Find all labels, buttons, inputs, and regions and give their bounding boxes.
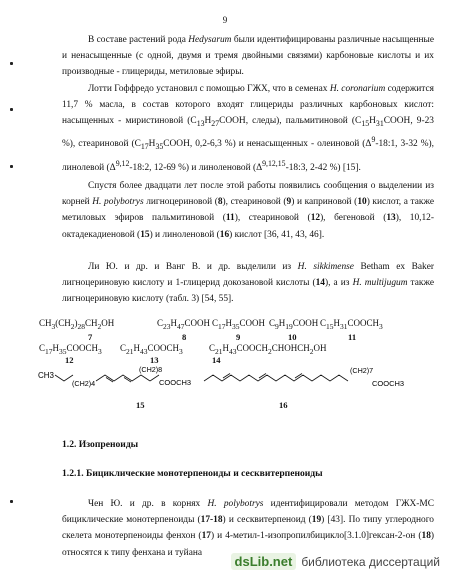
compound-number-16: 16 bbox=[279, 400, 288, 410]
margin-mark bbox=[10, 165, 13, 168]
structure-15-chain-1: (CH2)4 bbox=[72, 379, 96, 388]
structure-15-methyl: CH3 bbox=[38, 371, 55, 380]
formula-14: $C_{21}H_{43}COOCH_2CHOHCH_2OH$ bbox=[209, 343, 327, 356]
formula-12: $C_{17}H_{35}COOCH_3$ bbox=[39, 343, 102, 356]
formula-13: $C_{21}H_{43}COOCH_3$ bbox=[120, 343, 183, 356]
margin-mark bbox=[10, 62, 13, 65]
formula-11: $C_{15}H_{31}COOCH_3$ bbox=[320, 318, 383, 331]
structure-16-chain: (CH2)7 bbox=[350, 366, 374, 375]
watermark-logo: dsLib.net bbox=[231, 553, 297, 570]
watermark-text: библиотека диссертаций bbox=[301, 554, 440, 569]
compound-number-10: 10 bbox=[288, 332, 297, 342]
compound-number-14: 14 bbox=[212, 355, 221, 365]
compound-number-11: 11 bbox=[348, 332, 357, 342]
formula-9: $C_{17}H_{35}COOH$ bbox=[212, 318, 266, 331]
page-number: 9 bbox=[222, 15, 228, 25]
compound-number-7: 7 bbox=[88, 332, 93, 342]
formula-7: $CH_3(CH_2)_{28}CH_2OH$ bbox=[39, 318, 115, 331]
compound-number-15: 15 bbox=[136, 400, 145, 410]
paragraph-4: Ли Ю. и др. и Ванг В. и др. выделили из H. sikkimense Betham ex Baker лигноцериновую кислоту и 1-глицерид докозановой кислоты (14), а из H. multijugum также лигноцериновую кислоту (табл. 3) [54, 55]. bbox=[62, 262, 434, 305]
paragraph-5: Чен Ю. и др. в корнях H. polybotrys идентифицировали методом ГЖХ-МС бициклические монотерпеноиды (17-18) и сесквитерпеноид (19) [43]. По типу углеродного скелета монотерпеноиды фенхон (17) и 4-метил-1-изопропилбицикло[3.1.0]гексан-2-он (18) относятся к типу фенхана и туйана bbox=[62, 499, 434, 558]
structure-15 bbox=[36, 363, 196, 399]
watermark bbox=[231, 553, 440, 570]
paragraph-1: В составе растений рода Hedysarum были идентифицированы различные насыщенные и ненасыщенные (с одной, двумя и тремя двойными связями) карбоновые кислоты и их производные - глицериды, метиловые эфиры. bbox=[62, 35, 434, 78]
margin-mark bbox=[10, 500, 13, 503]
compound-number-8: 8 bbox=[182, 332, 187, 342]
paragraph-2: Лотти Гоффредо установил с помощью ГЖХ, что в семенах H. coronarium содержится 11,7 % масла, в состав которого входят глицериды различных карбоновых кислот: насыщенных - миристиновой ($C_{13}H_{27}COOH$, следы), пальмитиновой ($C_{15}H_{31}COOH$, 9-23 %), стеариновой ($C_{17}H_{35}COOH$, 0,2-6,3 %) и ненасыщенных - олеиновой ($\Delta^9-18:1$, 3-32 %), линолевой ($\Delta^{9,12}-18:2$, 12-69 %) и линоленовой ($\Delta^{9,12,15}-18:3$, 2-42 %) [15]. bbox=[62, 84, 434, 173]
structure-16 bbox=[200, 363, 415, 399]
structure-15-chain-2: (CH2)8 bbox=[139, 365, 163, 374]
structure-15-ester: COOCH3 bbox=[159, 378, 192, 387]
compound-number-9: 9 bbox=[236, 332, 241, 342]
margin-mark bbox=[10, 108, 13, 111]
structure-16-ester: COOCH3 bbox=[372, 379, 405, 388]
compound-number-12: 12 bbox=[65, 355, 74, 365]
paragraph-3: Спустя более двадцати лет после этой работы появились сообщения о выделении из корней H. polybotrys лигноцериновой (8), стеариновой (9) и каприновой (10) кислот, а также метиловых эфиров пальмитиновой (11), стеариновой (12), бегеновой (13), 10,12-октадекадиеновой (15) и линоленовой (16) кислот [36, 41, 43, 46]. bbox=[62, 181, 434, 240]
formula-10: $C_9H_{19}COOH$ bbox=[269, 318, 319, 331]
formula-8: $C_{23}H_{47}COOH$ bbox=[157, 318, 211, 331]
section-heading-isoprenoids: 1.2. Изопреноиды bbox=[62, 439, 139, 450]
compound-number-13: 13 bbox=[150, 355, 159, 365]
subsection-heading-bicyclic: 1.2.1. Бициклические монотерпеноиды и сесквитерпеноиды bbox=[62, 468, 323, 479]
